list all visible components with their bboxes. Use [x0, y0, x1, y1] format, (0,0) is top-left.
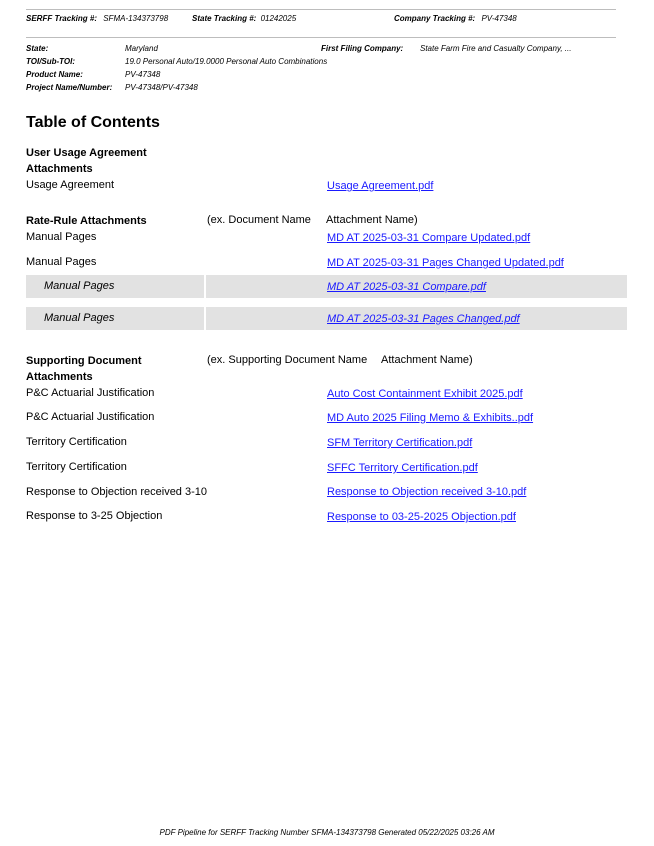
page-title: Table of Contents [26, 114, 160, 131]
rate-rule-col-note: (ex. Document Name [207, 214, 311, 226]
supporting-heading-line2: Attachments [26, 371, 93, 383]
company-tracking [394, 14, 517, 23]
user-usage-heading [26, 145, 147, 177]
rate-rule-row-link[interactable]: MD AT 2025-03-31 Compare Updated.pdf [327, 232, 531, 244]
project-value: PV-47348/PV-47348 [125, 83, 198, 92]
rate-rule-row-name: Manual Pages [44, 280, 115, 292]
rate-rule-row-link[interactable]: MD AT 2025-03-31 Compare.pdf [327, 281, 486, 293]
state-label: State: [26, 44, 49, 53]
rate-rule-col-attach: Attachment Name) [326, 214, 418, 226]
supporting-row-name: Territory Certification [26, 436, 127, 448]
supporting-row-name: P&C Actuarial Justification [26, 411, 155, 423]
supporting-col-note: (ex. Supporting Document Name [207, 354, 368, 366]
page-footer: PDF Pipeline for SERFF Tracking Number SFMA-134373798 Generated 05/22/2025 03:26 AM [159, 828, 495, 837]
rate-rule-row-name: Manual Pages [26, 256, 97, 268]
rate-rule-row-link[interactable]: MD AT 2025-03-31 Pages Changed.pdf [327, 313, 520, 325]
supporting-row-link[interactable]: MD Auto 2025 Filing Memo & Exhibits..pdf [327, 412, 534, 424]
header-bottom-rule [26, 37, 616, 38]
serff-tracking-value: SFMA-134373798 [103, 14, 169, 23]
toi-value: 19.0 Personal Auto/19.0000 Personal Auto Combinations [125, 57, 328, 66]
toi-label: TOI/Sub-TOI: [26, 57, 76, 66]
product-label: Product Name: [26, 70, 83, 79]
supporting-row-name: P&C Actuarial Justification [26, 387, 155, 399]
header-top-rule [26, 9, 616, 10]
company-tracking-label: Company Tracking #: [394, 14, 476, 23]
state-value: Maryland [125, 44, 158, 53]
supporting-heading [26, 353, 142, 385]
rate-rule-row-name: Manual Pages [26, 231, 97, 243]
supporting-row-link[interactable]: Auto Cost Containment Exhibit 2025.pdf [327, 388, 523, 400]
user-usage-row-link[interactable]: Usage Agreement.pdf [327, 180, 434, 192]
supporting-row-link[interactable]: SFM Territory Certification.pdf [327, 437, 473, 449]
supporting-row-name: Territory Certification [26, 461, 127, 473]
company-tracking-value: PV-47348 [481, 14, 517, 23]
serff-tracking [26, 14, 168, 23]
state-tracking-label: State Tracking #: [192, 14, 257, 23]
state-tracking [192, 14, 296, 23]
rate-rule-heading: Rate-Rule Attachments [26, 215, 147, 227]
rate-rule-row-link[interactable]: MD AT 2025-03-31 Pages Changed Updated.pdf [327, 257, 564, 269]
project-label: Project Name/Number: [26, 83, 113, 92]
supporting-heading-line1: Supporting Document [26, 355, 142, 367]
supporting-row-link[interactable]: Response to 03-25-2025 Objection.pdf [327, 511, 516, 523]
user-usage-row-name: Usage Agreement [26, 179, 115, 191]
supporting-row-link[interactable]: Response to Objection received 3-10.pdf [327, 486, 527, 498]
first-filing-value: State Farm Fire and Casualty Company, ... [420, 44, 572, 53]
serff-tracking-label: SERFF Tracking #: [26, 14, 97, 23]
product-value: PV-47348 [125, 70, 161, 79]
supporting-row-name: Response to 3-25 Objection [26, 510, 163, 522]
user-usage-heading-line2: Attachments [26, 163, 93, 175]
user-usage-heading-line1: User Usage Agreement [26, 147, 147, 159]
supporting-row-link[interactable]: SFFC Territory Certification.pdf [327, 462, 478, 474]
first-filing-label: First Filing Company: [321, 44, 404, 53]
supporting-col-attach: Attachment Name) [381, 354, 473, 366]
state-tracking-value: 01242025 [260, 14, 297, 23]
supporting-row-name: Response to Objection received 3-10 [26, 486, 207, 498]
rate-rule-row-name: Manual Pages [44, 312, 115, 324]
